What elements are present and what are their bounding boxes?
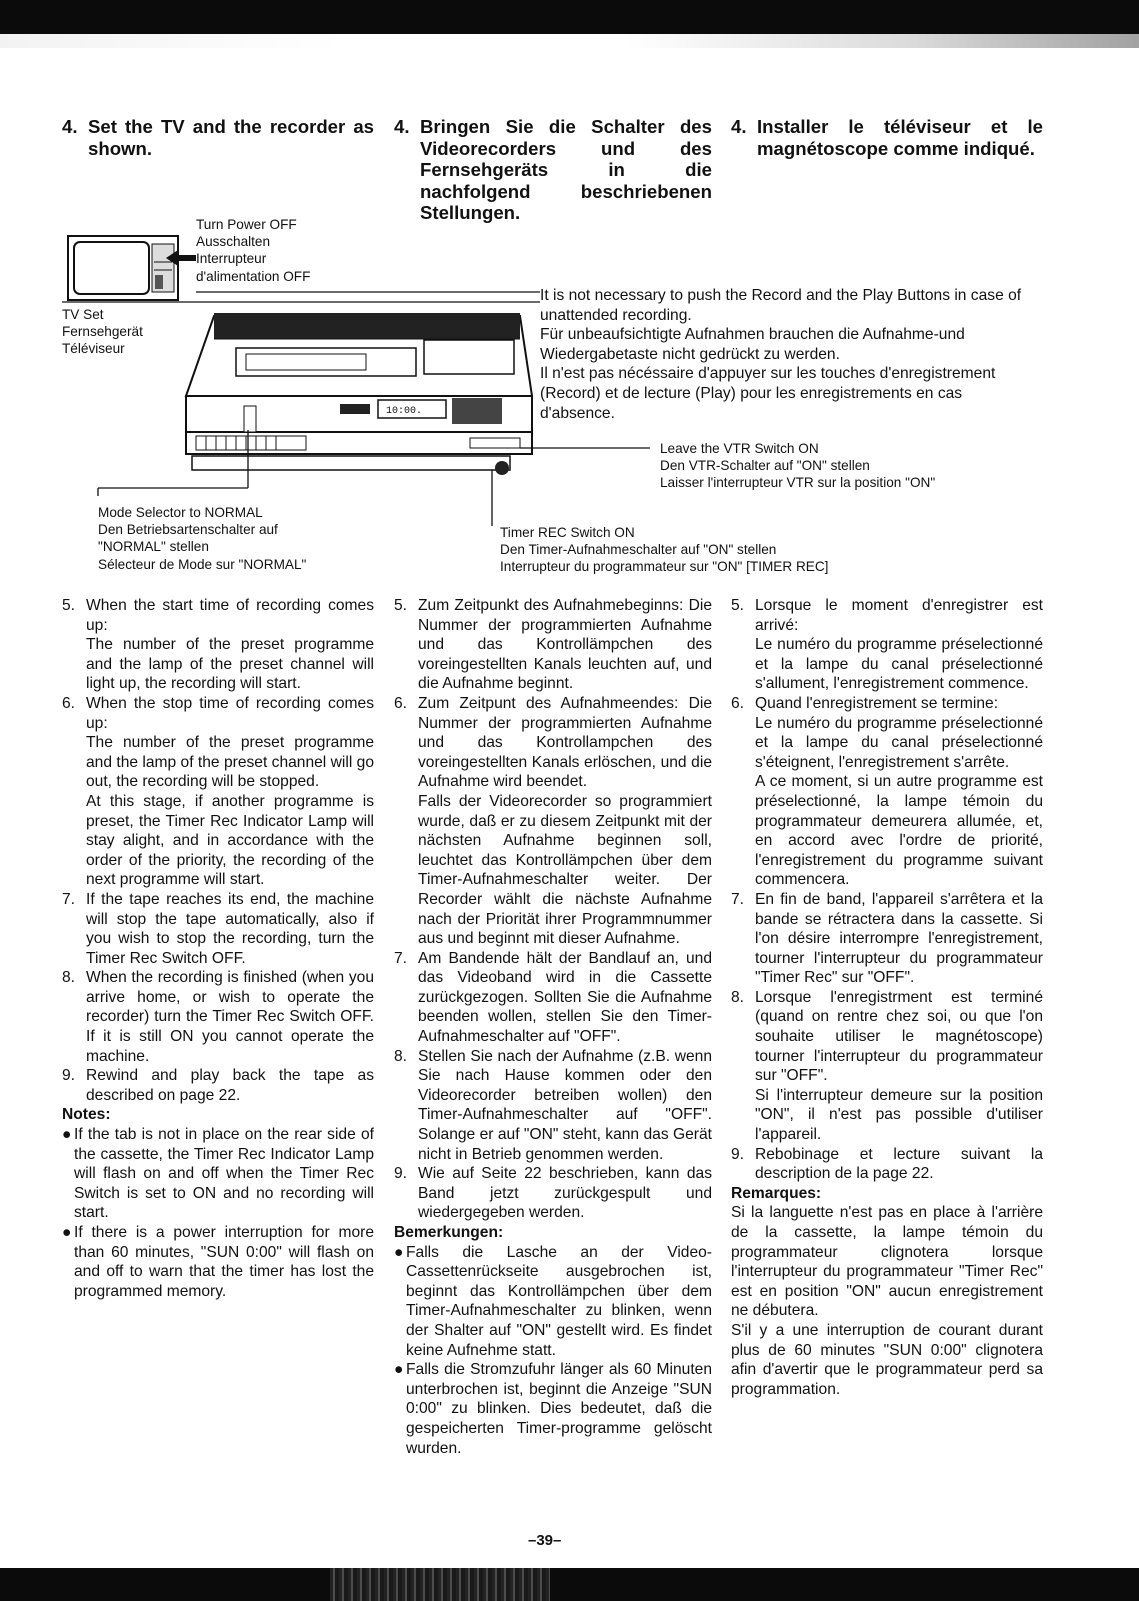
note-line: unattended recording. [540, 306, 692, 324]
label-line: TV Set [62, 307, 104, 322]
step-item [394, 596, 712, 694]
label-line: "NORMAL" stellen [98, 539, 209, 555]
vcr-icon [186, 313, 532, 475]
step-text: Le numéro du programme préselectionné et la lampe du canal préselectionné s'allument, l'enregistrement commence. [755, 636, 1043, 693]
step-number: 6. [394, 694, 408, 712]
step-number: 8. [62, 969, 76, 987]
step-number: 5. [62, 597, 76, 614]
step-text: When the stop time of recording comes up: [86, 694, 374, 732]
label-line: Interrupteur du programmateur sur "ON" [TIMER REC] [500, 559, 829, 575]
german-column [394, 596, 712, 1458]
label-line: Fernsehgerät [62, 324, 143, 340]
label-line: Ausschalten [196, 234, 271, 250]
note-line: Wiedergabetaste nicht gedrückt zu werden. [540, 345, 840, 363]
label-line: Den Betriebsartenschalter auf [98, 522, 278, 538]
notes-heading: Bemerkungen: [394, 1224, 504, 1241]
timer-display-text: 10:00. [386, 406, 423, 417]
step-text: Zum Zeitpunt des Aufnahmeendes: Die Nummer der programmierten Aufnahme und das Kontrollampchen des voreingestellten Kanals erlöschen, und die Aufnahme wird beendet. [418, 694, 712, 791]
french-column [731, 596, 1043, 1399]
step-text: The number of the preset programme and the lamp of the preset channel will light up, the recording will start. [86, 636, 374, 693]
step-number: 7. [731, 890, 745, 908]
label-line: Timer REC Switch ON [500, 525, 635, 540]
label-line: Sélecteur de Mode sur "NORMAL" [98, 556, 307, 572]
step-text: A ce moment, si un autre programme est préselectionné, la lampe témoin du programmateur demeurera allumée, et, en accord avec l'ordre de priorité, l'enregistrement du programme suivant commencera. [755, 773, 1043, 889]
notes-heading: Remarques: [731, 1184, 822, 1202]
step-item [62, 1066, 374, 1105]
heading-number: 4. [62, 116, 78, 137]
scan-bottom-bar [0, 1568, 1139, 1601]
step-item [62, 694, 374, 890]
tv-set-icon [68, 236, 178, 300]
vtr-switch-label [660, 440, 935, 492]
heading-text: Set the TV and the recorder as shown. [88, 116, 374, 159]
step-text: En fin de band, l'appareil s'arrêtera et la bande se rétractera dans la cassette. Si l'on désire interrompre l'enregistrement, tourner l'interrupteur du programmateur "Timer Rec" sur "OFF". [755, 890, 1043, 987]
step-text: Rewind and play back the tape as described on page 22. [86, 1067, 374, 1104]
tv-set-label [62, 306, 143, 358]
note-line: d'absence. [540, 404, 615, 422]
label-line: Leave the VTR Switch ON [660, 441, 819, 456]
step-item [394, 1047, 712, 1165]
power-switch-label [196, 216, 310, 285]
step-item [394, 694, 712, 949]
note-text: Falls die Stromzufuhr länger als 60 Minuten unterbrochen ist, beginnt die Anzeige "SUN 0:00" zu blinken. Dies bedeutet, daß die gespeicherten Timer-programme gelöscht wurden. [406, 1361, 712, 1457]
step-text: At this stage, if another programme is preset, the Timer Rec Indicator Lamp will stay alight, and in accordance with the order of the priority, the recording of the next programme will start. [86, 792, 374, 889]
record-buttons-note [540, 286, 1060, 423]
label-line: d'alimentation OFF [196, 268, 311, 284]
step-number: 7. [62, 890, 76, 908]
step-item [731, 596, 1043, 694]
step-text: When the recording is finished (when you arrive home, or wish to operate the recorder) turn the Timer Rec Switch OFF. If it is still ON you cannot operate the machine. [86, 969, 374, 1065]
step-text: If the tape reaches its end, the machine will stop the tape automatically, also if you wish to stop the recording, turn the Timer Rec Switch OFF. [86, 890, 374, 967]
bullet-icon: ● [62, 1224, 72, 1241]
heading-number: 4. [731, 116, 747, 137]
note-line: Für unbeaufsichtigte Aufnahmen brauchen die Aufnahme-und [540, 326, 965, 344]
label-line: Turn Power OFF [196, 217, 297, 232]
step-number: 7. [394, 949, 408, 967]
mode-selector-label [98, 504, 306, 573]
note-item [394, 1243, 712, 1361]
step-number: 8. [731, 988, 745, 1006]
step-number: 9. [731, 1145, 745, 1163]
note-text: S'il y a une interruption de courant durant plus de 60 minutes "SUN 0:00" clignotera afin d'avertir que le programmateur perd sa programmation. [731, 1321, 1043, 1398]
step-text: Lorsque l'enregistrment est terminé (quand on rentre chez soi, ou que l'on souhaite utiliser le magnétoscope) tourner l'interrupteur du programmateur sur "OFF". [755, 988, 1043, 1085]
step-text: Zum Zeitpunkt des Aufnahmebeginns: Die Nummer der programmierten Aufnahme und das Kontrollämpchen des voreingestellten Kanals leuchten auf, und die Aufnahme beginnt. [418, 597, 712, 693]
heading-text: Bringen Sie die Schalter des Videorecorders und des Fernsehgeräts in die nachfolgend beschriebenen Stellungen. [420, 116, 712, 223]
step-number: 5. [731, 597, 745, 614]
step-item [731, 890, 1043, 988]
bullet-icon: ● [394, 1243, 404, 1261]
step-text: Falls der Videorecorder so programmiert wurde, daß er zu diesem Zeitpunkt mit der nächsten Aufnahme beginnen soll, leuchtet das Kontrollämpchen über dem Timer-Aufnahmeschalter weiter. Der Recorder wählt die nächste Aufnahme nach der Priorität ihrer Programmnummer aus und beginnt mit dieser Aufnahme. [418, 792, 712, 948]
notes-heading: Notes: [62, 1106, 111, 1124]
label-line: Téléviseur [62, 341, 125, 357]
note-item [62, 1223, 374, 1301]
step-text: The number of the preset programme and the lamp of the preset channel will go out, the recording will be stopped. [86, 734, 374, 791]
step-item [394, 949, 712, 1047]
label-line: Den VTR-Schalter auf "ON" stellen [660, 458, 870, 474]
step-item [62, 968, 374, 1066]
step-text: Wie auf Seite 22 beschrieben, kann das Band jetzt zurückgespult und wiedergegeben werden. [418, 1165, 712, 1222]
page-number: –39– [528, 1532, 562, 1549]
heading-text: Installer le téléviseur et le magnétoscope comme indiqué. [757, 116, 1043, 159]
step-item [731, 694, 1043, 890]
note-line: It is not necessary to push the Record and the Play Buttons in case of [540, 287, 1022, 304]
note-item [394, 1360, 712, 1458]
note-text: If the tab is not in place on the rear side of the cassette, the Timer Rec Indicator Lamp will flash on and off when the Timer Rec Switch is set to ON and no recording will start. [74, 1126, 374, 1222]
timer-rec-switch-label [500, 524, 828, 576]
step-text: Le numéro du programme préselectionné et la lampe du canal préselectionné s'éteignent, l'enregistrement s'arrête. [755, 714, 1043, 771]
label-line: Mode Selector to NORMAL [98, 505, 263, 520]
note-item [62, 1125, 374, 1223]
step-text: Stellen Sie nach der Aufnahme (z.B. wenn Sie nach Hause kommen oder den Videorecorder betreiben wollen) den Timer-Aufnahmeschalter auf "OFF". Solange er auf "ON" steht, kann das Gerät nicht in Betrieb genommen werden. [418, 1047, 712, 1163]
step-item [394, 1164, 712, 1223]
step-text: Lorsque le moment d'enregistrer est arrivé: [755, 597, 1043, 634]
label-line: Den Timer-Aufnahmeschalter auf "ON" stellen [500, 542, 777, 558]
step-text: Am Bandende hält der Bandlauf an, und das Videoband wird in die Cassette zurückgezogen. Sollten Sie die Aufnahme beenden wollen, stellen Sie den Timer-Aufnahmeschalter auf "OFF". [418, 949, 712, 1046]
step-text: Rebobinage et lecture suivant la description de la page 22. [755, 1145, 1043, 1183]
scan-bottom-grain [330, 1568, 550, 1601]
step-text: Si l'interrupteur demeure sur la position "ON", il n'est pas possible d'utiliser l'appareil. [755, 1086, 1043, 1144]
bullet-icon: ● [394, 1361, 404, 1379]
bullet-icon: ● [62, 1126, 72, 1144]
note-text: If there is a power interruption for more than 60 minutes, "SUN 0:00" will flash on and off to warn that the timer has lost the programmed memory. [74, 1224, 374, 1300]
step-text: Quand l'enregistrement se termine: [755, 694, 999, 712]
label-line: Interrupteur [196, 251, 267, 267]
note-line: (Record) et de lecture (Play) pour les enregistrements en cas [540, 384, 963, 402]
step-number: 6. [731, 694, 745, 712]
heading-number: 4. [394, 116, 410, 137]
step-text: When the start time of recording comes up: [86, 597, 374, 634]
note-text: Si la languette n'est pas en place à l'arrière de la cassette, la lampe témoin du programmateur clignotera lorsque l'interrupteur du programmateur "Timer Rec" est en position "ON" aucun enregistrement ne débutera. [731, 1204, 1043, 1320]
step-number: 9. [394, 1165, 408, 1183]
english-column [62, 596, 374, 1301]
note-line: Il n'est pas nécéssaire d'appuyer sur les touches d'enregistrement [540, 365, 996, 383]
step-item [731, 1145, 1043, 1184]
step-number: 6. [62, 694, 76, 712]
step-item [731, 988, 1043, 1145]
step-number: 9. [62, 1067, 76, 1085]
step-number: 5. [394, 597, 408, 614]
note-text: Falls die Lasche an der Video-Cassettenrückseite ausgebrochen ist, beginnt das Kontrollämpchen über dem Timer-Aufnahmeschalter zu blinken, wenn der Shalter auf "ON" gestellt wird. Es findet keine Aufnehme statt. [406, 1243, 712, 1359]
step-number: 8. [394, 1047, 408, 1065]
step-item [62, 596, 374, 694]
label-line: Laisser l'interrupteur VTR sur la position "ON" [660, 475, 936, 491]
step-item [62, 890, 374, 968]
